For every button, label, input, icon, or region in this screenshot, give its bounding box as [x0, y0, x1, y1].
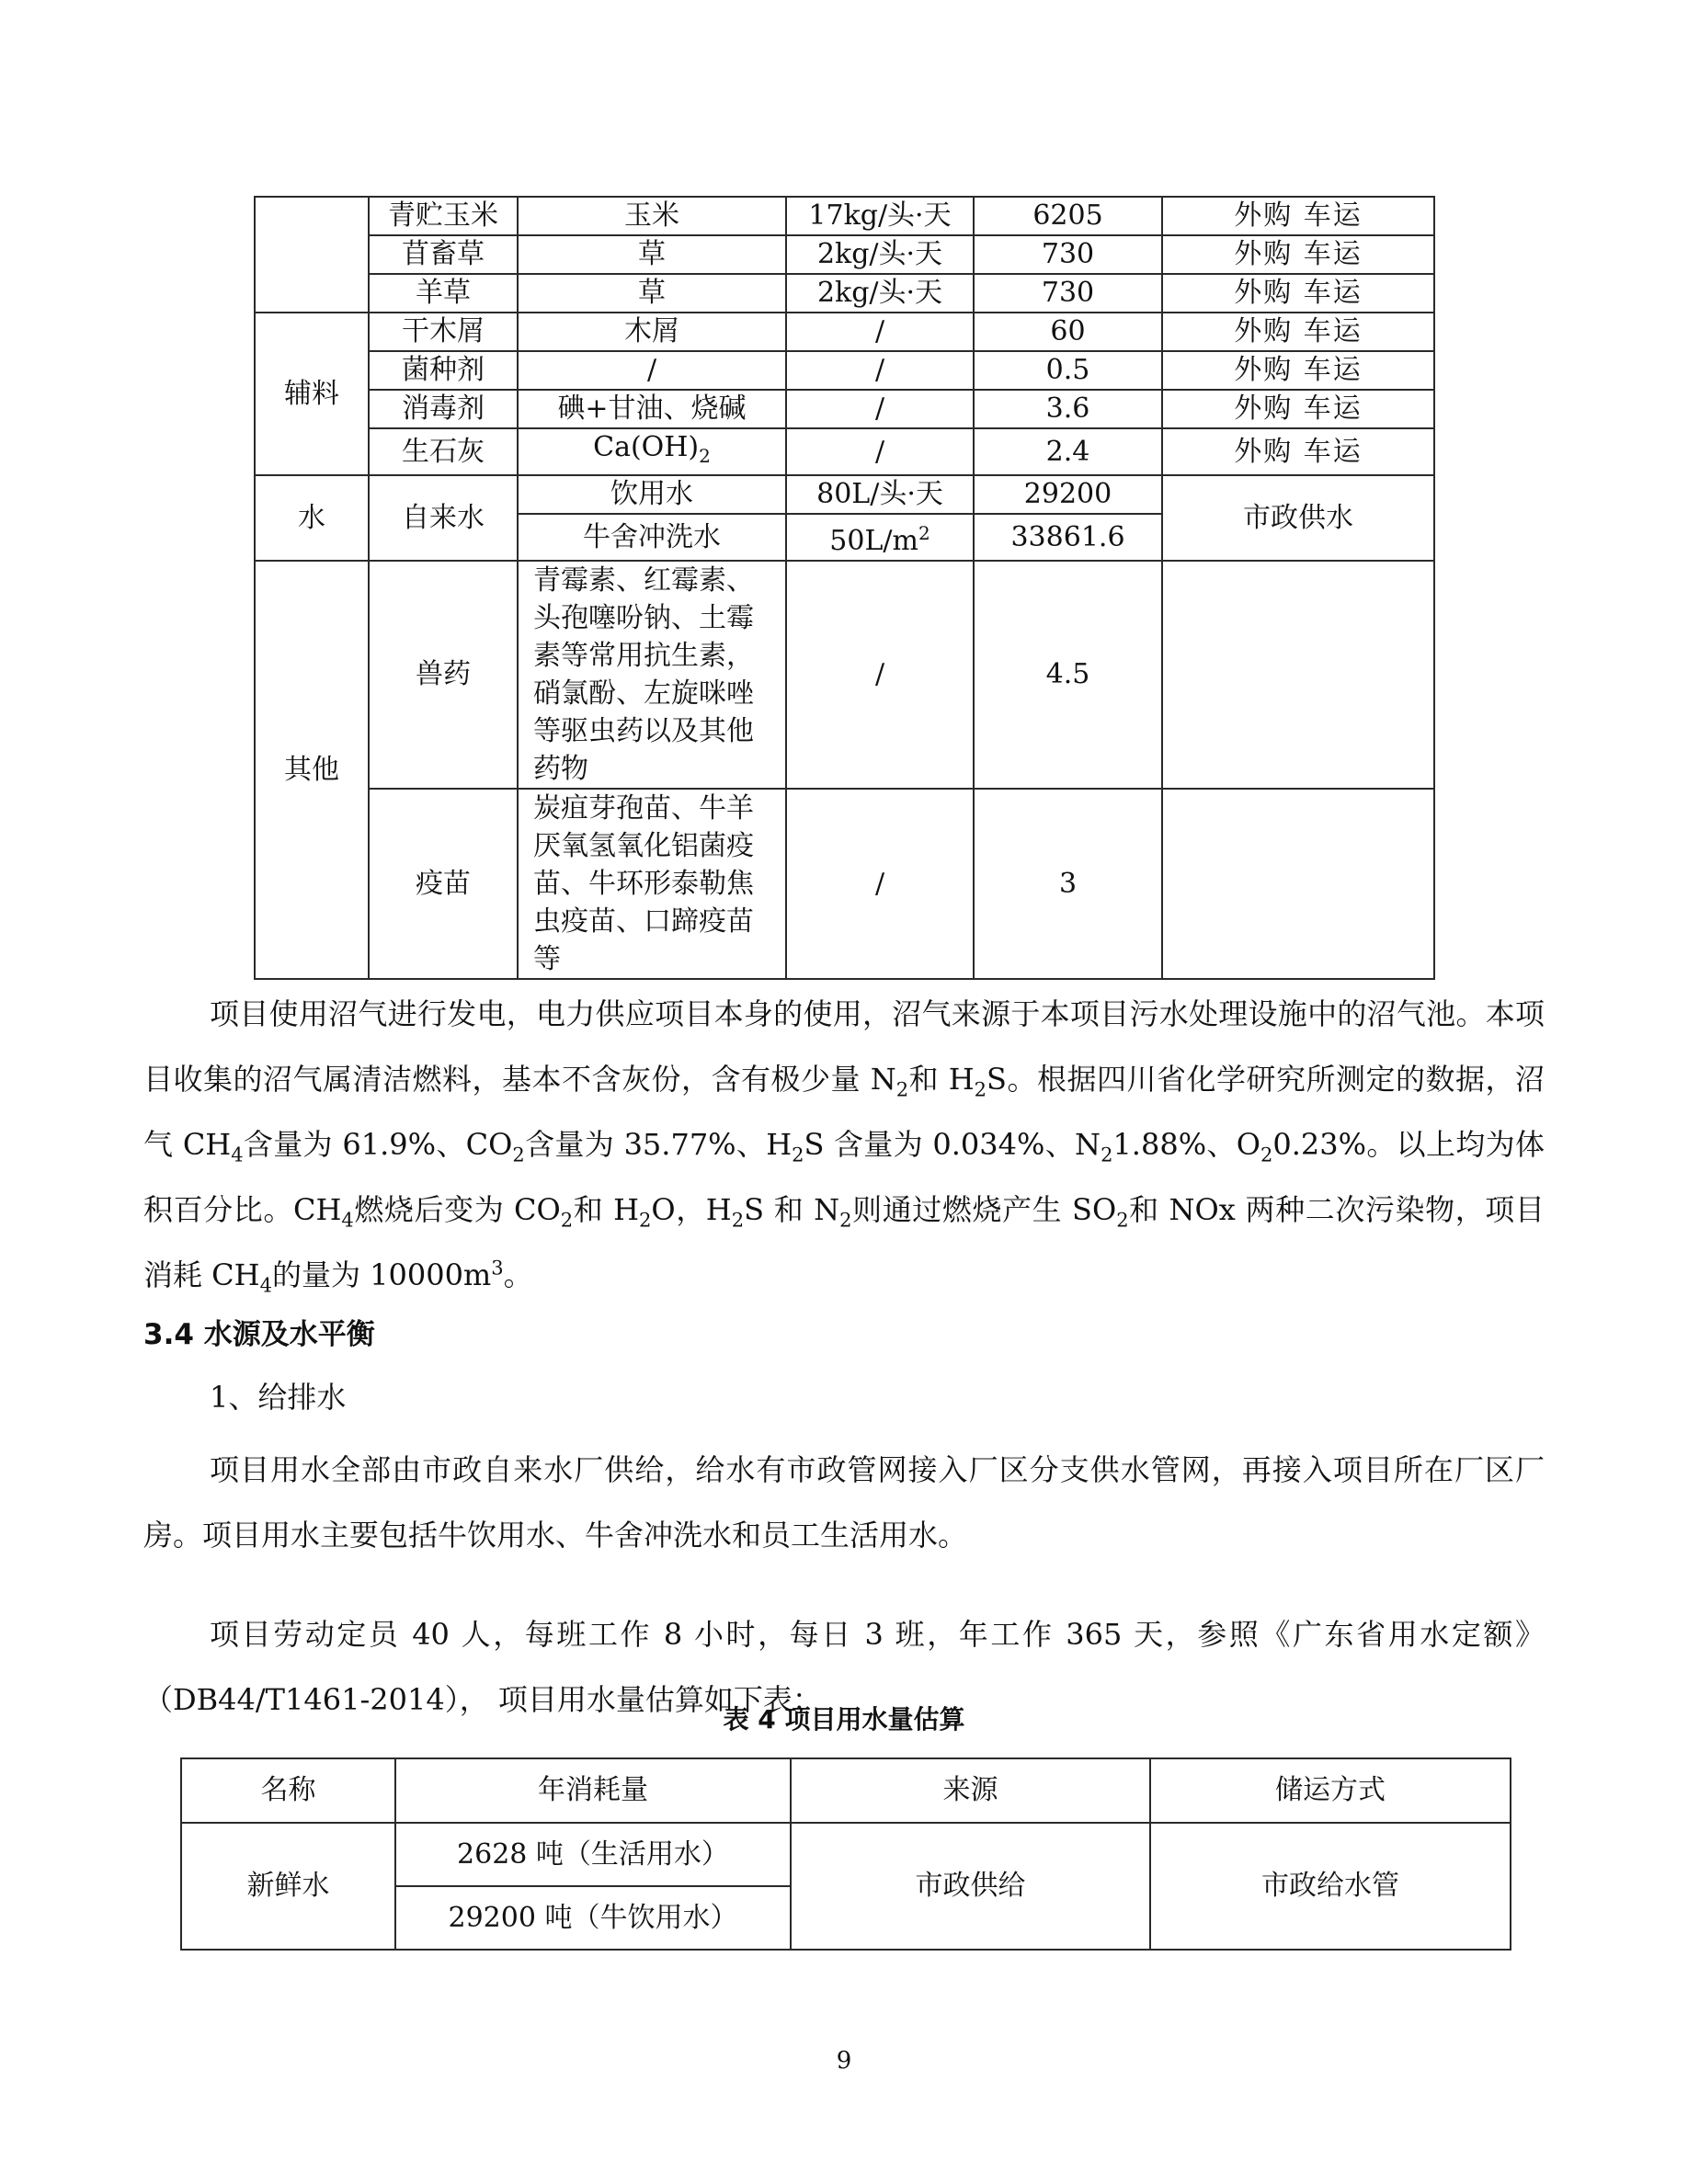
amount-cell: 730: [974, 274, 1162, 313]
consumption-cell: 29200 吨（牛饮用水）: [395, 1886, 791, 1950]
text-run: S 含量为 0.034%、N: [804, 1127, 1101, 1162]
spec-cell: 青霉素、红霉素、头孢噻吩钠、土霉素等常用抗生素，硝氯酚、左旋咪唑等驱虫药以及其他药物: [518, 561, 786, 789]
formula-subscript: 2: [699, 445, 711, 467]
rate-cell: /: [786, 351, 974, 390]
rate-cell: [786, 514, 974, 561]
text-run: 则通过燃烧产生 SO: [851, 1192, 1117, 1227]
spec-cell: [518, 428, 786, 475]
spec-cell: /: [518, 351, 786, 390]
item-cell: 青贮玉米: [369, 197, 518, 235]
page-number: 9: [836, 2047, 852, 2075]
category-cell: 辅料: [255, 313, 369, 475]
source-cell: 外购 车运: [1162, 390, 1434, 428]
source-cell: 市政供给: [791, 1823, 1150, 1950]
item-cell: 消毒剂: [369, 390, 518, 428]
name-cell: 新鲜水: [181, 1823, 395, 1950]
text-run: 燃烧后变为 CO: [353, 1192, 561, 1227]
subscript: 2: [731, 1209, 745, 1232]
table-caption: 表 4 项目用水量估算: [723, 1704, 965, 1735]
spec-cell: 草: [518, 235, 786, 274]
subscript: 2: [974, 1078, 987, 1101]
item-cell: 兽药: [369, 561, 518, 789]
header-cell: 名称: [181, 1758, 395, 1823]
table-row: [255, 197, 1434, 235]
rate-cell: 17kg/头·天: [786, 197, 974, 235]
rate-cell: 80L/头·天: [786, 475, 974, 514]
item-cell: 生石灰: [369, 428, 518, 475]
rate-cell: /: [786, 313, 974, 351]
table-row: [255, 428, 1434, 475]
rate-cell: 2kg/头·天: [786, 274, 974, 313]
table-row: [181, 1823, 1511, 1886]
category-cell: 其他: [255, 561, 369, 979]
table-row: [255, 235, 1434, 274]
text-run: 。: [503, 1257, 533, 1292]
header-cell: 储运方式: [1150, 1758, 1511, 1823]
text-run: O，H: [651, 1192, 732, 1227]
storage-cell: 市政给水管: [1150, 1823, 1511, 1950]
item-cell: 自来水: [369, 475, 518, 561]
amount-cell: 4.5: [974, 561, 1162, 789]
rate-cell: /: [786, 789, 974, 979]
source-cell: 外购 车运: [1162, 197, 1434, 235]
amount-cell: 0.5: [974, 351, 1162, 390]
item-cell: 疫苗: [369, 789, 518, 979]
rate-text: 50L/m: [829, 525, 918, 557]
spec-cell: 炭疽芽孢苗、牛羊厌氧氢氧化铝菌疫苗、牛环形泰勒焦虫疫苗、口蹄疫苗等: [518, 789, 786, 979]
amount-cell: 33861.6: [974, 514, 1162, 561]
item-cell: 干木屑: [369, 313, 518, 351]
source-cell: 外购 车运: [1162, 235, 1434, 274]
text-run: 0.23%。以上均为体积百分比。CH: [143, 1127, 1545, 1227]
spec-cell: 碘+甘油、烧碱: [518, 390, 786, 428]
subscript: 2: [792, 1143, 804, 1166]
rate-cell: /: [786, 390, 974, 428]
amount-cell: 60: [974, 313, 1162, 351]
source-cell: 外购 车运: [1162, 313, 1434, 351]
source-cell: 外购 车运: [1162, 274, 1434, 313]
amount-cell: 730: [974, 235, 1162, 274]
table-row: [255, 789, 1434, 979]
header-cell: 来源: [791, 1758, 1150, 1823]
amount-cell: 3.6: [974, 390, 1162, 428]
source-cell: 外购 车运: [1162, 428, 1434, 475]
subscript: 2: [1116, 1209, 1129, 1232]
spec-cell: 饮用水: [518, 475, 786, 514]
rate-superscript: 2: [918, 522, 930, 544]
materials-table: [254, 196, 1435, 980]
table-row: [255, 561, 1434, 789]
text-run: 项目使用沼气进行发电，电力供应项目本身的使用，沼气来源于本项目污水处理设施中的沼气池。本项目收集的沼气属清洁燃料，基本不含灰份，含有极少量 N: [143, 996, 1545, 1097]
table-row: [255, 351, 1434, 390]
table-row: [255, 313, 1434, 351]
subscript: 2: [1101, 1143, 1113, 1166]
table-row: [255, 390, 1434, 428]
subscript: 2: [839, 1209, 852, 1232]
text-run: 含量为 61.9%、CO: [243, 1127, 513, 1162]
consumption-cell: 2628 吨（生活用水）: [395, 1823, 791, 1886]
item-cell: 菌种剂: [369, 351, 518, 390]
text-run: 1.88%、O: [1112, 1127, 1260, 1162]
text-run: 含量为 35.77%、H: [524, 1127, 793, 1162]
subscript: 4: [231, 1143, 244, 1166]
text-run: S。根据四川省化学研究所测定的数据，沼气 CH: [143, 1062, 1545, 1162]
amount-cell: 29200: [974, 475, 1162, 514]
biogas-paragraph: [143, 982, 1545, 1308]
text-run: 和 NOx 两种二次污染物，项目消耗 CH: [143, 1192, 1545, 1292]
table-header-row: [181, 1758, 1511, 1823]
subscript: 2: [895, 1078, 909, 1101]
section-heading: 3.4 水源及水平衡: [143, 1318, 375, 1351]
item-cell: 苜畜草: [369, 235, 518, 274]
subscript: 2: [512, 1143, 525, 1166]
amount-cell: 2.4: [974, 428, 1162, 475]
spec-cell: 牛舍冲洗水: [518, 514, 786, 561]
text-run: 和 H: [908, 1062, 975, 1097]
source-cell: 市政供水: [1162, 475, 1434, 561]
item-cell: 羊草: [369, 274, 518, 313]
water-estimate-paragraph: 项目劳动定员 40 人，每班工作 8 小时，每日 3 班，年工作 365 天，参照《广东省用水定额》（DB44/T1461-2014）， 项目用水量估算如下表：: [143, 1617, 1545, 1717]
text-run: S 和 N: [744, 1192, 840, 1227]
water-supply-paragraph: 项目用水全部由市政自来水厂供给，给水有市政管网接入厂区分支供水管网，再接入项目所在厂区厂房。项目用水主要包括牛饮用水、牛舍冲洗水和员工生活用水。: [143, 1452, 1545, 1553]
table-row: [255, 274, 1434, 313]
rate-cell: /: [786, 561, 974, 789]
source-cell: [1162, 789, 1434, 979]
subscript: 4: [259, 1274, 272, 1297]
rate-cell: 2kg/头·天: [786, 235, 974, 274]
subscript: 2: [560, 1209, 574, 1232]
amount-cell: 6205: [974, 197, 1162, 235]
subscript: 4: [341, 1209, 354, 1232]
spec-cell: 木屑: [518, 313, 786, 351]
spec-cell: 玉米: [518, 197, 786, 235]
subsection-title: 1、给排水: [210, 1380, 347, 1415]
amount-cell: 3: [974, 789, 1162, 979]
subscript: 2: [639, 1209, 652, 1232]
water-usage-table: [180, 1757, 1511, 1951]
category-cell: [255, 197, 369, 313]
text-run: 和 H: [573, 1192, 640, 1227]
table-row: [255, 475, 1434, 514]
spec-cell: 草: [518, 274, 786, 313]
formula-text: Ca(OH): [593, 431, 700, 463]
category-cell: 水: [255, 475, 369, 561]
text-run: 的量为 10000m: [271, 1257, 492, 1292]
rate-cell: /: [786, 428, 974, 475]
source-cell: [1162, 561, 1434, 789]
source-cell: 外购 车运: [1162, 351, 1434, 390]
header-cell: 年消耗量: [395, 1758, 791, 1823]
subscript: 2: [1260, 1143, 1273, 1166]
superscript: 3: [491, 1257, 504, 1280]
